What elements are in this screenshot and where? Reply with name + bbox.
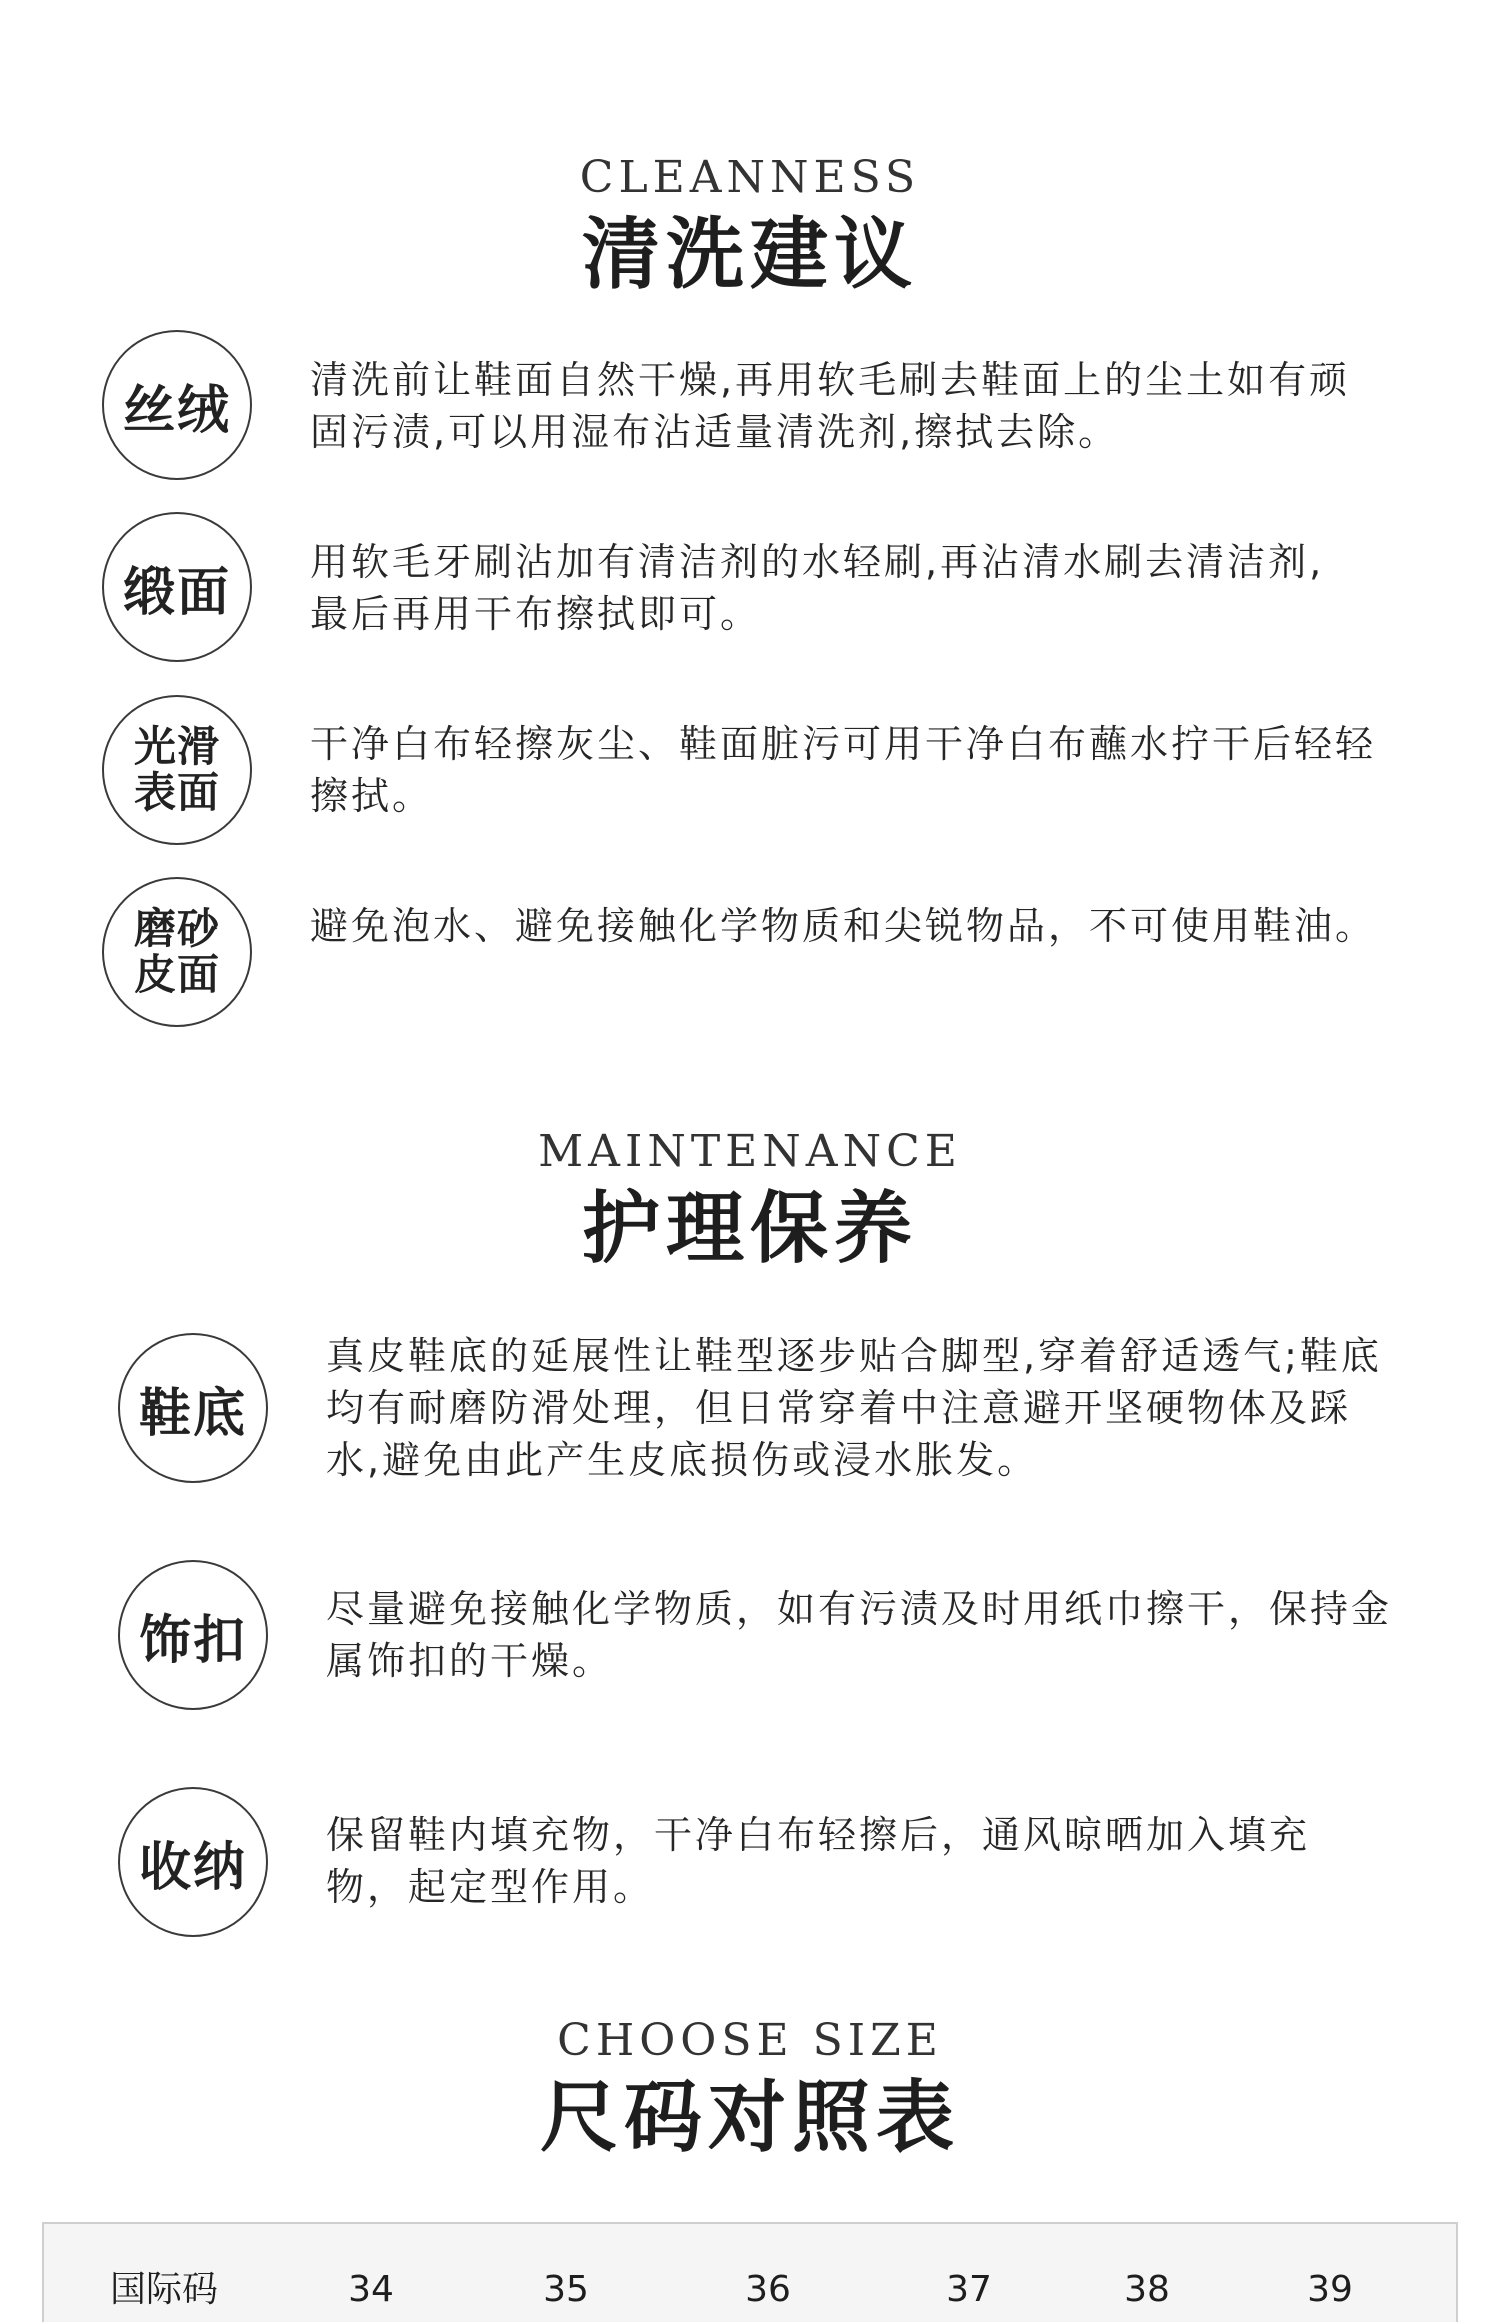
cleanness-badge-label: 缎面 [122, 562, 231, 623]
maintenance-badge-label: 鞋底 [138, 1383, 247, 1444]
cleanness-en-title: CLEANNESS [579, 152, 921, 203]
size-cell: 38 [1124, 2269, 1170, 2310]
size-cell: 37 [946, 2269, 992, 2310]
cleanness-badge-satin [102, 512, 252, 662]
cleanness-badge-velvet [102, 330, 252, 480]
cleanness-desc-velvet: 清洗前让鞋面自然干燥,再用软毛刷去鞋面上的尘土如有顽固污渍,可以用湿布沾适量清洗剂,擦拭去除。 [310, 358, 1351, 454]
maintenance-badge-label: 收纳 [138, 1837, 247, 1898]
cleanness-badge-smooth [102, 695, 252, 845]
maintenance-badge-storage [118, 1787, 268, 1937]
size-chart-zh-title: 尺码对照表 [539, 2072, 960, 2163]
maintenance-heading [0, 1126, 1500, 1276]
size-cell: 34 [348, 2269, 394, 2310]
maintenance-badge-label: 饰扣 [138, 1610, 247, 1671]
maintenance-badge-buckle [118, 1560, 268, 1710]
cleanness-badge-label: 光滑表面 [133, 722, 220, 817]
size-cell: 39 [1307, 2269, 1353, 2310]
cleanness-desc-suede: 避免泡水、避免接触化学物质和尖锐物品，不可使用鞋油。 [310, 904, 1377, 948]
maintenance-en-title: MAINTENANCE [538, 1126, 962, 1177]
size-row-header: 国际码 [110, 2269, 219, 2310]
cleanness-desc-satin: 用软毛牙刷沾加有清洁剂的水轻刷,再沾清水刷去清洁剂,最后再用干布擦拭即可。 [310, 540, 1325, 636]
cleanness-badge-label: 磨砂皮面 [133, 904, 220, 999]
cleanness-badge-label: 丝绒 [122, 380, 231, 441]
size-chart-row [44, 2260, 1456, 2320]
size-chart-heading [0, 2015, 1500, 2165]
maintenance-badge-sole [118, 1333, 268, 1483]
maintenance-desc-buckle: 尽量避免接触化学物质，如有污渍及时用纸巾擦干，保持金属饰扣的干燥。 [326, 1587, 1393, 1683]
size-chart-table [42, 2222, 1458, 2322]
cleanness-zh-title: 清洗建议 [581, 209, 918, 300]
size-cell: 35 [543, 2269, 589, 2310]
maintenance-zh-title: 护理保养 [581, 1183, 918, 1274]
size-chart-en-title: CHOOSE SIZE [557, 2015, 943, 2066]
cleanness-desc-smooth: 干净白布轻擦灰尘、鞋面脏污可用干净白布蘸水拧干后轻轻擦拭。 [310, 722, 1377, 818]
maintenance-desc-storage: 保留鞋内填充物，干净白布轻擦后，通风晾晒加入填充物，起定型作用。 [326, 1813, 1311, 1909]
size-cell: 36 [745, 2269, 791, 2310]
maintenance-desc-sole: 真皮鞋底的延展性让鞋型逐步贴合脚型,穿着舒适透气;鞋底均有耐磨防滑处理，但日常穿着中注意避开坚硬物体及踩水,避免由此产生皮底损伤或浸水胀发。 [326, 1334, 1382, 1482]
cleanness-badge-suede [102, 877, 252, 1027]
cleanness-heading [0, 152, 1500, 302]
